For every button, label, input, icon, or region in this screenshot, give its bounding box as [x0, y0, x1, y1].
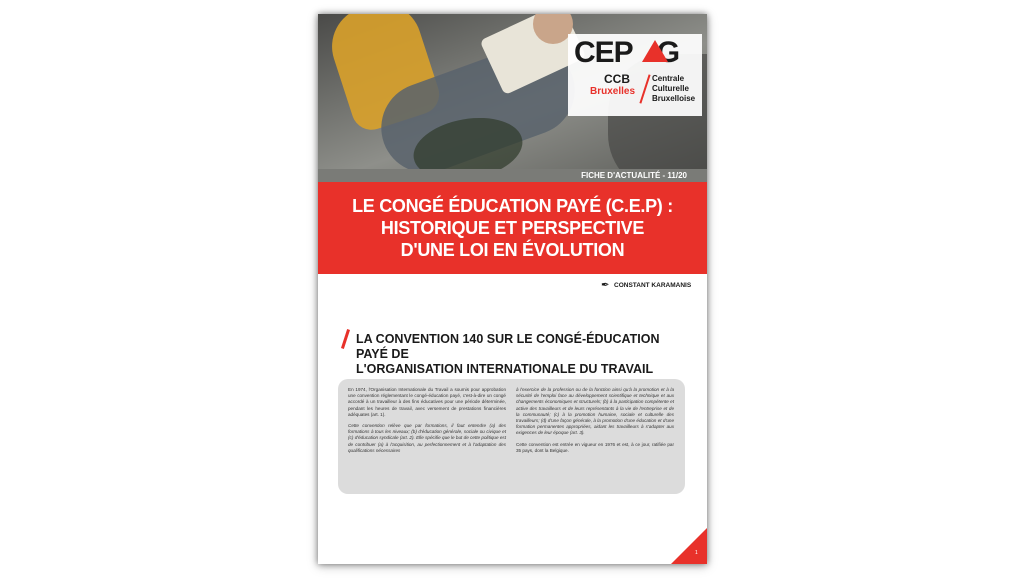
paragraph: Cette convention relève que par formations, il faut entendre (a) des formations à tous les niveaux; (b) d'éducation générale, sociale ou civique et (c) d'éducation syndicale (art. 2). Elle spécifie que le but de cette politique est de contribuer (a) à l'acquisition, au perfectionnement et à l'adaptation des qualifications nécessaires	[348, 423, 506, 453]
section-slash-icon	[341, 329, 350, 349]
author-name: CONSTANT KARAMANIS	[614, 282, 692, 289]
title-line: LE CONGÉ ÉDUCATION PAYÉ (C.E.P) :	[352, 196, 673, 216]
corner-triangle	[671, 528, 707, 564]
title-banner	[318, 182, 707, 274]
logo-name: CEP G	[574, 36, 680, 69]
title-line: HISTORIQUE ET PERSPECTIVE	[380, 218, 645, 238]
hero-photo	[318, 14, 707, 182]
logo-bruxelles: Bruxelles	[590, 86, 636, 97]
logo-slash-icon	[639, 74, 650, 103]
paragraph: à l'exercice de la profession ou de la fonction ainsi qu'à la promotion et à la sécurité de l'emploi face au développement scientifique et technique et aux changements économiques et structurels; (b) à la participation compétente et active des travailleurs et de leurs représentants à la vie de l'entreprise et de la communauté; (c) à la promotion humaine, sociale et culturelle des travailleurs; (d) d'une façon générale, à la promotion d'une éducation et d'une formation permanentes appropriées, aidant les travailleurs à s'adapter aux exigences de leur époque (art. 3).	[516, 387, 674, 436]
cepag-logo	[568, 34, 702, 116]
text-box	[338, 379, 685, 494]
section-title: LA CONVENTION 140 SUR LE CONGÉ-ÉDUCATION PAYÉ DE L'ORGANISATION INTERNATIONALE DU TRAVAIL	[356, 332, 660, 376]
page-number: 1	[695, 550, 698, 556]
pen-nib-icon: ✒	[601, 280, 610, 291]
text-column-right	[516, 387, 674, 459]
paragraph: En 1974, l'Organisation Internationale du Travail a soumis pour approbation une convention réglementant le congé-éducation payé, c'est-à-dire un congé accordé à un travailleur à des fins éducatives pour une période déterminée, pendant les heures de travail, avec versement de prestations financières adéquates (art. 1).	[348, 387, 506, 417]
text-column-left	[348, 387, 506, 459]
logo-ccb: CCB	[604, 72, 630, 86]
document-page	[318, 14, 707, 564]
fiche-label: FICHE D'ACTUALITÉ - 11/20	[318, 169, 707, 182]
logo-centrale-culturelle: Centrale Culturelle Bruxelloise	[652, 74, 696, 103]
title-line: D'UNE LOI EN ÉVOLUTION	[400, 240, 625, 260]
paragraph: Cette convention est entrée en vigueur en 1976 et est, à ce jour, ratifiée par 35 pays, dont la Belgique.	[516, 441, 674, 453]
logo-triangle-icon	[642, 40, 668, 62]
